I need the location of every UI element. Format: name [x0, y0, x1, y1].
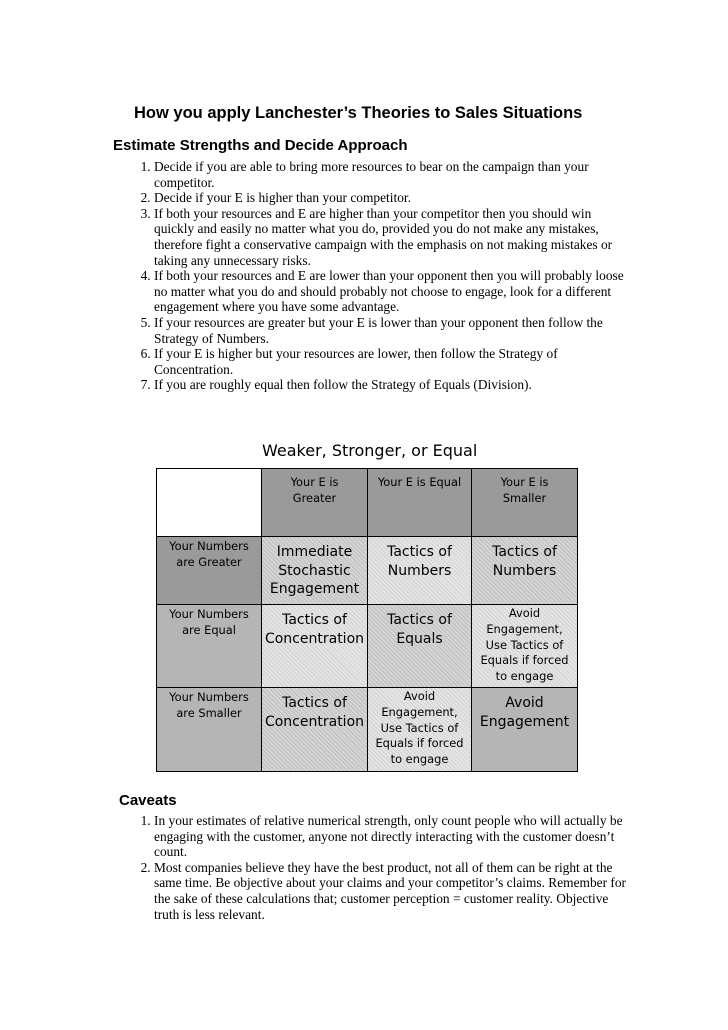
- row-header-numbers-greater: [157, 537, 262, 605]
- row-header-label: Your Numbers are Equal: [169, 607, 249, 637]
- cell-text: Tactics of Numbers: [492, 544, 557, 579]
- matrix-cell: [368, 605, 472, 688]
- row-header-numbers-equal: [157, 605, 262, 688]
- matrix-title: Weaker, Stronger, or Equal: [262, 441, 478, 460]
- col-header-label: Your E is Smaller: [500, 475, 549, 505]
- matrix-cell: [368, 537, 472, 605]
- row-header-label: Your Numbers are Smaller: [169, 690, 249, 720]
- list-item: 1. Decide if you are able to bring more resources to bear on the campaign than your competitor.: [154, 159, 624, 190]
- cell-text: Immediate Stochastic Engagement: [269, 544, 360, 597]
- cell-text: Tactics of Numbers: [387, 544, 452, 579]
- matrix-cell: [262, 688, 368, 771]
- col-header-label: Your E is Greater: [290, 475, 339, 505]
- caveats-list: [120, 813, 629, 922]
- section-heading-estimate: Estimate Strengths and Decide Approach: [113, 137, 408, 154]
- col-header-e-equal: [368, 469, 472, 537]
- matrix-cell: [472, 688, 577, 771]
- matrix-cell: [472, 605, 577, 688]
- list-item: 6. If your E is higher but your resources are lower, then follow the Strategy of Concentration.: [154, 346, 624, 377]
- strategy-matrix: [156, 468, 578, 772]
- approach-list: [120, 159, 624, 393]
- cell-text: Avoid Engagement: [479, 695, 570, 730]
- list-item: 4. If both your resources and E are lower than your opponent then you will probably loose no matter what you do and should probably not choose to engage, look for a different engagement where you have some advantage.: [154, 268, 624, 315]
- cell-text: Tactics of Concentration: [264, 612, 365, 647]
- row-header-label: Your Numbers are Greater: [169, 539, 249, 569]
- row-header-numbers-smaller: [157, 688, 262, 771]
- matrix-cell: [262, 537, 368, 605]
- cell-text: Avoid Engagement, Use Tactics of Equals if forced to engage: [375, 689, 464, 767]
- section-heading-caveats: Caveats: [119, 792, 177, 809]
- list-item: 2. Decide if your E is higher than your competitor.: [154, 190, 624, 206]
- matrix-cell: [262, 605, 368, 688]
- list-item: 5. If your resources are greater but your E is lower than your opponent then follow the Strategy of Numbers.: [154, 315, 624, 346]
- col-header-e-smaller: [472, 469, 577, 537]
- matrix-cell: [472, 537, 577, 605]
- col-header-e-greater: [262, 469, 368, 537]
- cell-text: Avoid Engagement, Use Tactics of Equals if forced to engage: [480, 606, 569, 684]
- col-header-label: Your E is Equal: [377, 475, 462, 489]
- cell-text: Tactics of Equals: [387, 612, 452, 647]
- list-item: 3. If both your resources and E are higher than your competitor then you should win quickly and easily no matter what you do, provided you do not make any mistakes, therefore fight a conservative campaign with the emphasis on not making mistakes or taking any unnecessary risks.: [154, 206, 624, 268]
- list-item: 7. If you are roughly equal then follow the Strategy of Equals (Division).: [154, 377, 624, 393]
- matrix-cell: [368, 688, 472, 771]
- list-item: 1. In your estimates of relative numerical strength, only count people who will actually be engaging with the customer, anyone not directly interacting with the customer doesn’t count.: [154, 813, 629, 860]
- list-item: 2. Most companies believe they have the best product, not all of them can be right at the same time. Be objective about your claims and your competitor’s claims. Remember for the sake of these calculations that; customer perception = customer reality. Objective truth is less relevant.: [154, 860, 629, 922]
- page-title: How you apply Lanchester’s Theories to Sales Situations: [134, 104, 583, 122]
- cell-text: Tactics of Concentration: [264, 695, 365, 730]
- matrix-corner-cell: [157, 469, 262, 537]
